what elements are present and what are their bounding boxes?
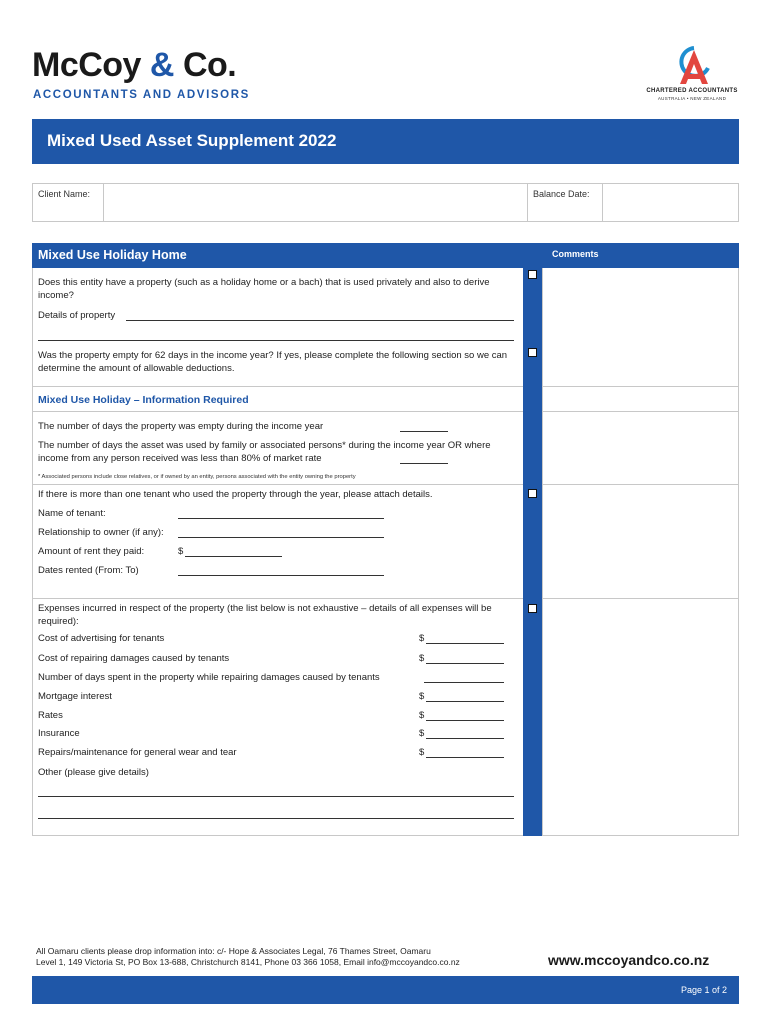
divider bbox=[32, 598, 523, 599]
multiple-tenants-note: If there is more than one tenant who used the property through the year, please attach details. bbox=[38, 489, 433, 500]
days-repairing-field[interactable] bbox=[424, 682, 504, 683]
tenant-name-field[interactable] bbox=[178, 518, 384, 519]
details-of-property-line-1[interactable] bbox=[126, 320, 514, 321]
days-repairing-label: Number of days spent in the property while repairing damages caused by tenants bbox=[38, 672, 380, 683]
info-required-title: Mixed Use Holiday – Information Required bbox=[38, 394, 249, 406]
associated-persons-footnote: * Associated persons include close relatives, or if owned by an entity, persons associated with the entity owning the property bbox=[38, 474, 356, 480]
comments-divider bbox=[542, 484, 739, 485]
footer-address bbox=[36, 946, 460, 968]
comments-divider bbox=[542, 386, 739, 387]
insurance-field[interactable] bbox=[426, 738, 504, 739]
client-name-label: Client Name: bbox=[38, 189, 91, 199]
section-title: Mixed Use Holiday Home bbox=[38, 248, 187, 262]
mortgage-field[interactable] bbox=[426, 701, 504, 702]
brand-ampersand: & bbox=[149, 46, 174, 84]
divider bbox=[32, 386, 523, 387]
rent-paid-field[interactable] bbox=[185, 556, 282, 557]
comments-header: Comments bbox=[552, 249, 599, 259]
repairing-label: Cost of repairing damages caused by tenants bbox=[38, 653, 230, 664]
client-name-field[interactable] bbox=[103, 183, 528, 222]
q2-checkbox[interactable] bbox=[528, 348, 537, 357]
tenant-checkbox[interactable] bbox=[528, 489, 537, 498]
maintenance-currency: $ bbox=[419, 747, 425, 758]
repairing-currency: $ bbox=[419, 653, 425, 664]
days-empty-label: The number of days the property was empty during the income year bbox=[38, 421, 324, 432]
page-footer-bar bbox=[32, 976, 739, 1004]
balance-date-field[interactable] bbox=[602, 183, 739, 222]
document-title: Mixed Used Asset Supplement 2022 bbox=[47, 131, 337, 150]
balance-date-label: Balance Date: bbox=[533, 189, 590, 199]
advertising-currency: $ bbox=[419, 633, 425, 644]
days-used-label: The number of days the asset was used by family or associated persons* during the income year OR where income from any person received was less than 80% of market rate bbox=[38, 440, 491, 464]
divider bbox=[32, 411, 523, 412]
ca-subtitle: AUSTRALIA • NEW ZEALAND bbox=[657, 96, 727, 101]
client-name-label-cell bbox=[32, 183, 104, 222]
brand-logo bbox=[32, 46, 236, 85]
comments-divider bbox=[542, 598, 739, 599]
page-number: Page 1 of 2 bbox=[680, 985, 727, 995]
website-link[interactable]: www.mccoyandco.co.nz bbox=[548, 952, 710, 968]
repairing-field[interactable] bbox=[426, 663, 504, 664]
dates-rented-label: Dates rented (From: To) bbox=[38, 565, 139, 576]
expenses-intro: Expenses incurred in respect of the property (the list below is not exhaustive – details of all expenses will be required): bbox=[38, 603, 492, 627]
maintenance-label: Repairs/maintenance for general wear and tear bbox=[38, 747, 237, 758]
insurance-label: Insurance bbox=[38, 728, 80, 739]
brand-tagline: ACCOUNTANTS AND ADVISORS bbox=[33, 89, 250, 101]
rates-label: Rates bbox=[38, 710, 63, 721]
rates-field[interactable] bbox=[426, 720, 504, 721]
balance-date-label-cell bbox=[527, 183, 603, 222]
rates-currency: $ bbox=[419, 710, 425, 721]
relationship-field[interactable] bbox=[178, 537, 384, 538]
footer-line-2: Level 1, 149 Victoria St, PO Box 13-688, Christchurch 8141, Phone 03 366 1058, Email info@mccoyandco.co.nz bbox=[36, 957, 460, 967]
details-of-property-label: Details of property bbox=[38, 310, 116, 321]
other-details-line-2[interactable] bbox=[38, 818, 514, 819]
comments-area[interactable] bbox=[542, 268, 739, 836]
brand-name-part2: Co. bbox=[182, 46, 237, 84]
question-property-use: Does this entity have a property (such as a holiday home or a bach) that is used privately and also to derive income? bbox=[38, 277, 490, 301]
expenses-checkbox[interactable] bbox=[528, 604, 537, 613]
relationship-label: Relationship to owner (if any): bbox=[38, 527, 164, 538]
ca-title: CHARTERED ACCOUNTANTS bbox=[646, 88, 738, 94]
content-bottom-border bbox=[32, 835, 523, 836]
rent-paid-label: Amount of rent they paid: bbox=[38, 546, 145, 557]
document-title-bar bbox=[32, 119, 739, 164]
divider bbox=[32, 484, 523, 485]
tenant-name-label: Name of tenant: bbox=[38, 508, 106, 519]
section-header bbox=[32, 243, 739, 268]
details-of-property-line-2[interactable] bbox=[38, 340, 514, 341]
footer-line-1: All Oamaru clients please drop information into: c/- Hope & Associates Legal, 76 Thames Street, Oamaru bbox=[36, 946, 431, 956]
other-details-line-1[interactable] bbox=[38, 796, 514, 797]
dates-rented-field[interactable] bbox=[178, 575, 384, 576]
insurance-currency: $ bbox=[419, 728, 425, 739]
maintenance-field[interactable] bbox=[426, 757, 504, 758]
advertising-label: Cost of advertising for tenants bbox=[38, 633, 165, 644]
days-used-field[interactable] bbox=[400, 463, 448, 464]
question-property-empty: Was the property empty for 62 days in the income year? If yes, please complete the following section so we can determine the amount of allowable deductions. bbox=[38, 350, 508, 374]
brand-name-part1: McCoy bbox=[32, 46, 141, 84]
other-details-label: Other (please give details) bbox=[38, 767, 149, 778]
q1-checkbox[interactable] bbox=[528, 270, 537, 279]
days-empty-field[interactable] bbox=[400, 431, 448, 432]
mortgage-currency: $ bbox=[419, 691, 425, 702]
comments-divider bbox=[542, 411, 739, 412]
rent-currency: $ bbox=[178, 546, 184, 557]
mortgage-label: Mortgage interest bbox=[38, 691, 112, 702]
content-left-border bbox=[32, 268, 33, 836]
advertising-field[interactable] bbox=[426, 643, 504, 644]
chartered-accountants-logo-icon bbox=[644, 44, 744, 104]
